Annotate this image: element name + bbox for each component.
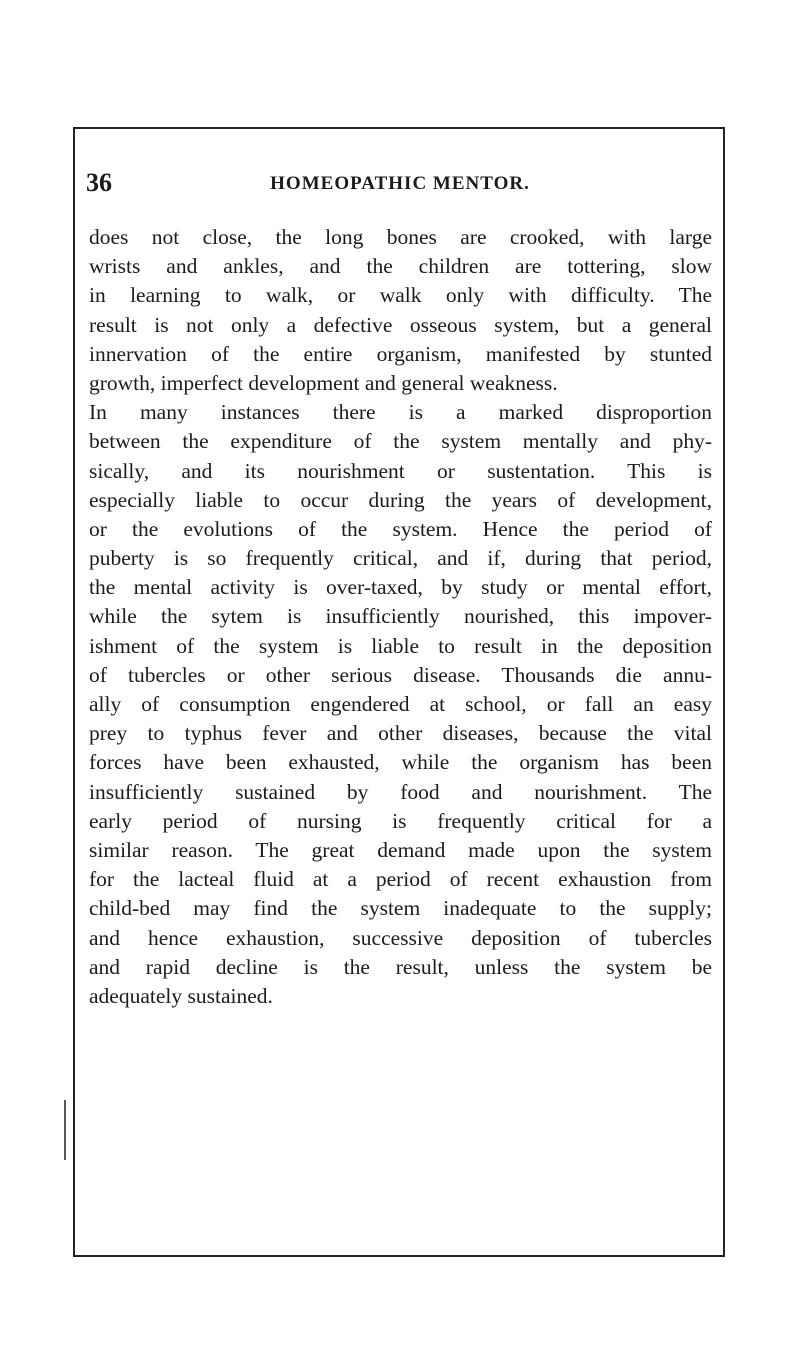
- text-line: does not close, the long bones are crooked, with large: [89, 225, 712, 249]
- running-head: [0, 168, 800, 198]
- text-line: or the evolutions of the system. Hence the period of: [89, 516, 712, 541]
- text-line: sically, and its nourishment or sustentation. This is: [89, 458, 712, 483]
- text-line: the mental activity is over-taxed, by study or mental effort,: [89, 575, 712, 600]
- text-line: ishment of the system is liable to result in the deposition: [89, 633, 712, 658]
- text-line: In many instances there is a marked disproportion: [89, 400, 712, 425]
- text-line: and rapid decline is the result, unless the system be: [89, 954, 712, 979]
- text-line: especially liable to occur during the years of development,: [89, 487, 712, 512]
- text-line: and hence exhaustion, successive deposition of tubercles: [89, 925, 712, 950]
- text-line: innervation of the entire organism, manifested by stunted: [89, 341, 712, 366]
- text-line: child-bed may find the system inadequate to the supply;: [89, 896, 712, 921]
- text-line: growth, imperfect development and general weakness.: [89, 370, 558, 395]
- text-line: forces have been exhausted, while the organism has been: [89, 750, 712, 775]
- text-line: for the lacteal fluid at a period of recent exhaustion from: [89, 867, 712, 892]
- text-line: prey to typhus fever and other diseases, because the vital: [89, 721, 712, 746]
- text-line: puberty is so frequently critical, and if, during that period,: [89, 546, 712, 571]
- text-line: of tubercles or other serious disease. Thousands die annu-: [89, 662, 712, 687]
- text-line: early period of nursing is frequently critical for a: [89, 808, 712, 833]
- text-line: adequately sustained.: [89, 983, 273, 1008]
- page-number: 36: [86, 168, 112, 197]
- text-line: between the expenditure of the system mentally and phy-: [89, 429, 712, 454]
- text-line: while the sytem is insufficiently nourished, this impover-: [89, 604, 712, 629]
- text-line: in learning to walk, or walk only with difficulty. The: [89, 283, 712, 308]
- text-line: result is not only a defective osseous system, but a general: [89, 312, 712, 337]
- text-line: similar reason. The great demand made upon the system: [89, 837, 712, 862]
- text-line: insufficiently sustained by food and nourishment. The: [89, 779, 712, 804]
- running-title: HOMEOPATHIC MENTOR.: [270, 173, 530, 194]
- text-line: wrists and ankles, and the children are tottering, slow: [89, 254, 712, 279]
- text-line: ally of consumption engendered at school, or fall an easy: [89, 692, 712, 716]
- margin-mark: [64, 1100, 66, 1160]
- body-text: [89, 223, 712, 1011]
